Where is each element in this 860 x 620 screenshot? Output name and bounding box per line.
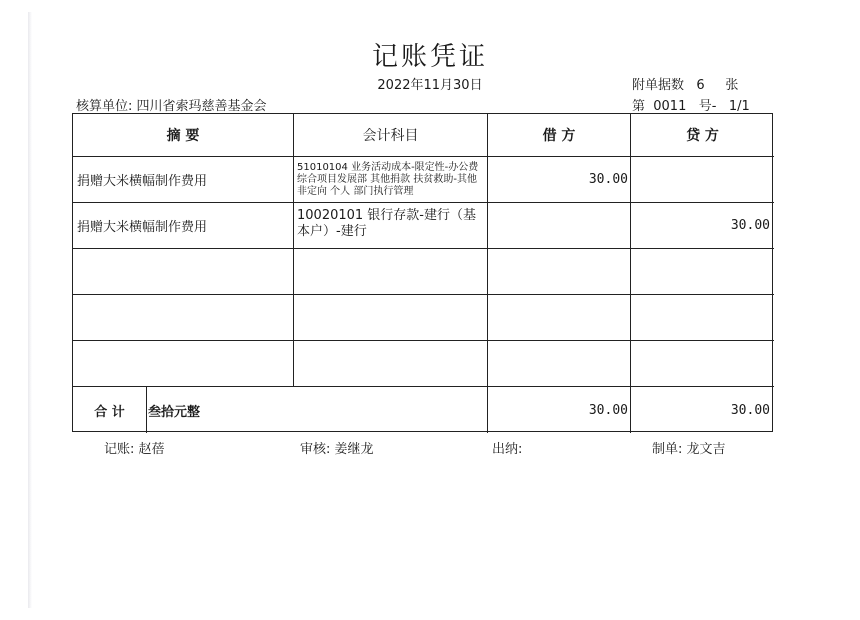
header-summary: 摘 要 [166,128,200,144]
row1-account: 51010104 业务活动成本-限定性-办公费 综合项目发展部 其他捐款 扶贫救助-其他 非定向 个人 部门执行管理 [297,162,479,197]
preparer-signature: 制单: 龙文吉 [652,442,726,457]
voucher-title: 记账凭证 [371,42,488,72]
cashier-signature: 出纳: [492,442,523,457]
header-account: 会计科目 [362,128,419,144]
row2-credit: 30.00 [730,218,770,233]
reviewer-signature: 审核: 姜继龙 [300,442,374,457]
total-label: 合 计 [94,404,125,420]
row2-debit [488,203,630,248]
row-divider [73,340,774,341]
row1-credit [631,157,772,202]
voucher-date: 2022年11月30日 [377,78,483,93]
row2-summary: 捐赠大米横幅制作费用 [77,220,208,235]
scan-edge-shadow [28,12,32,608]
row1-debit: 30.00 [588,172,628,187]
header-debit: 借 方 [542,128,576,144]
row2-account: 10020101 银行存款-建行（基本户）-建行 [297,208,476,239]
voucher-number: 第 0011 号- 1/1 [632,99,750,114]
column-divider [146,387,147,433]
total-credit: 30.00 [730,402,770,418]
row1-summary: 捐赠大米横幅制作费用 [77,174,208,189]
total-debit: 30.00 [588,402,628,418]
row-divider [73,294,774,295]
header-credit: 贷 方 [686,128,719,144]
voucher-table [72,113,773,432]
accounting-unit: 核算单位: 四川省索玛慈善基金会 [76,99,267,114]
bookkeeper-signature: 记账: 赵蓓 [104,442,165,457]
attachment-count: 附单据数 6 张 [632,78,739,93]
total-amount-words: 叁拾元整 [148,404,201,420]
row-divider [73,248,774,249]
